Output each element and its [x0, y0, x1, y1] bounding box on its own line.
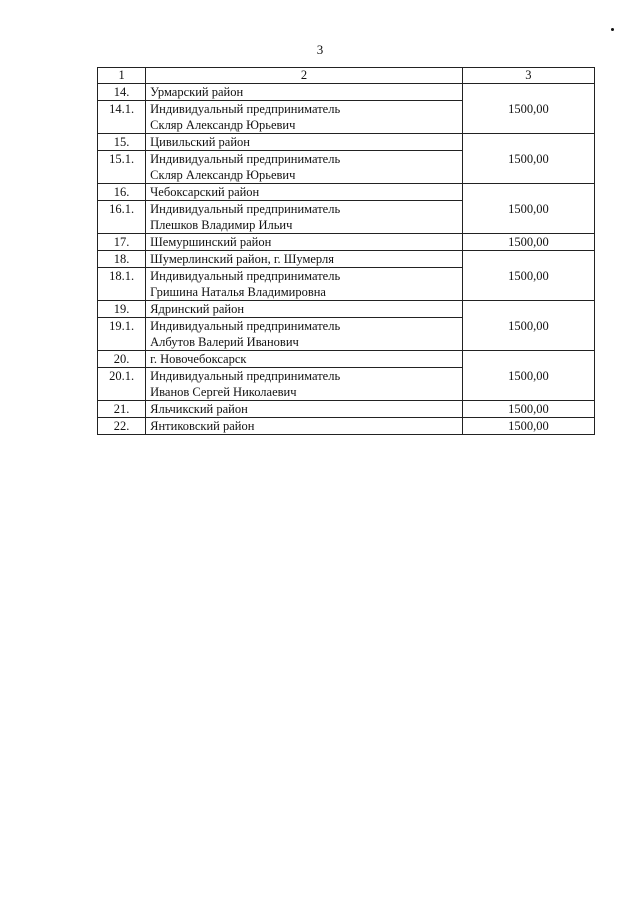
amount-cell: 1500,00	[462, 184, 594, 234]
entrepreneur-name: Гришина Наталья Владимировна	[150, 285, 326, 299]
amount-cell: 1500,00	[462, 84, 594, 134]
entrepreneur-type: Индивидуальный предприниматель	[150, 369, 341, 383]
header-col-1: 1	[98, 68, 146, 84]
district-name: Шемуршинский район	[146, 234, 463, 251]
entrepreneur-name: Плешков Владимир Ильич	[150, 218, 293, 232]
entrepreneur-cell	[146, 318, 463, 351]
entrepreneur-name: Иванов Сергей Николаевич	[150, 385, 297, 399]
header-col-3: 3	[462, 68, 594, 84]
amount-cell: 1500,00	[462, 351, 594, 401]
district-name: Янтиковский район	[146, 418, 463, 435]
table-row	[98, 251, 595, 268]
table-row	[98, 301, 595, 318]
subrow-number: 19.1.	[98, 318, 146, 351]
row-number: 21.	[98, 401, 146, 418]
subrow-number: 14.1.	[98, 101, 146, 134]
entrepreneur-type: Индивидуальный предприниматель	[150, 319, 341, 333]
amount-cell: 1500,00	[462, 234, 594, 251]
page-number: 3	[316, 42, 324, 57]
subrow-number: 18.1.	[98, 268, 146, 301]
entrepreneur-name: Скляр Александр Юрьевич	[150, 118, 296, 132]
table-row	[98, 351, 595, 368]
row-number: 16.	[98, 184, 146, 201]
subrow-number: 15.1.	[98, 151, 146, 184]
table-row	[98, 418, 595, 435]
district-name: Чебоксарский район	[146, 184, 463, 201]
entrepreneur-cell	[146, 268, 463, 301]
header-col-2: 2	[146, 68, 463, 84]
row-number: 22.	[98, 418, 146, 435]
subrow-number: 20.1.	[98, 368, 146, 401]
table-row	[98, 184, 595, 201]
entrepreneur-cell	[146, 201, 463, 234]
district-name: Ядринский район	[146, 301, 463, 318]
row-number: 20.	[98, 351, 146, 368]
subrow-number: 16.1.	[98, 201, 146, 234]
row-number: 14.	[98, 84, 146, 101]
entrepreneur-cell	[146, 368, 463, 401]
scan-dot	[611, 28, 614, 31]
amount-cell: 1500,00	[462, 251, 594, 301]
district-name: Шумерлинский район, г. Шумерля	[146, 251, 463, 268]
amount-cell: 1500,00	[462, 401, 594, 418]
row-number: 17.	[98, 234, 146, 251]
table-header-row	[98, 68, 595, 84]
table-row	[98, 134, 595, 151]
entrepreneur-type: Индивидуальный предприниматель	[150, 269, 341, 283]
table-body	[98, 68, 595, 435]
row-number: 18.	[98, 251, 146, 268]
entrepreneur-cell	[146, 101, 463, 134]
table-row	[98, 84, 595, 101]
table-row	[98, 234, 595, 251]
amount-cell: 1500,00	[462, 301, 594, 351]
row-number: 19.	[98, 301, 146, 318]
entrepreneur-name: Албутов Валерий Иванович	[150, 335, 299, 349]
entrepreneur-type: Индивидуальный предприниматель	[150, 102, 341, 116]
entrepreneur-type: Индивидуальный предприниматель	[150, 152, 341, 166]
entrepreneur-cell	[146, 151, 463, 184]
amount-cell: 1500,00	[462, 134, 594, 184]
district-name: Яльчикский район	[146, 401, 463, 418]
district-name: Урмарский район	[146, 84, 463, 101]
table-row	[98, 401, 595, 418]
district-name: Цивильский район	[146, 134, 463, 151]
amount-cell: 1500,00	[462, 418, 594, 435]
entrepreneur-type: Индивидуальный предприниматель	[150, 202, 341, 216]
district-name: г. Новочебоксарск	[146, 351, 463, 368]
entrepreneur-name: Скляр Александр Юрьевич	[150, 168, 296, 182]
row-number: 15.	[98, 134, 146, 151]
allocation-table	[97, 67, 595, 435]
